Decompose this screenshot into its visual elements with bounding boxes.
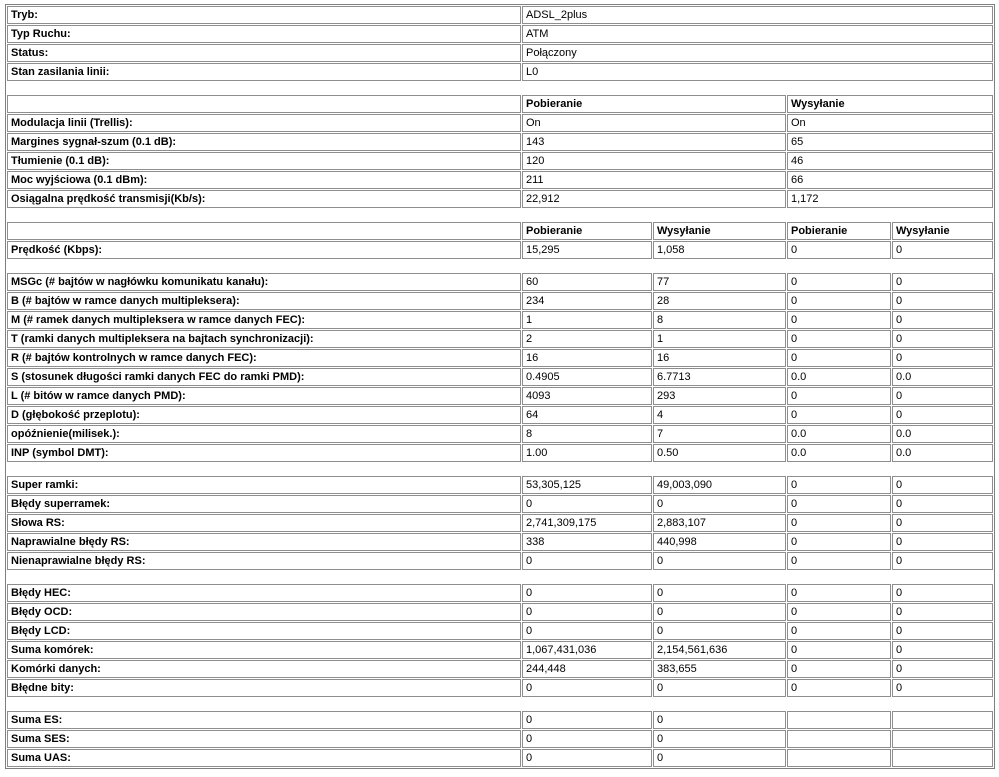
row-value: 0 bbox=[892, 533, 993, 551]
table-row bbox=[7, 114, 993, 132]
row-label: Suma UAS: bbox=[7, 749, 521, 767]
row-label: Komórki danych: bbox=[7, 660, 521, 678]
separator-cell bbox=[7, 571, 993, 583]
section-separator bbox=[7, 82, 993, 94]
table-row bbox=[7, 368, 993, 386]
row-value: 0 bbox=[892, 387, 993, 405]
row-value: 0 bbox=[892, 622, 993, 640]
row-value: On bbox=[787, 114, 993, 132]
row-value: 65 bbox=[787, 133, 993, 151]
row-value: 0.0 bbox=[892, 425, 993, 443]
row-label: Prędkość (Kbps): bbox=[7, 241, 521, 259]
row-value: 66 bbox=[787, 171, 993, 189]
row-value: 0 bbox=[787, 292, 891, 310]
row-value: 0 bbox=[892, 330, 993, 348]
row-value: 0 bbox=[787, 679, 891, 697]
table-row bbox=[7, 749, 993, 767]
adsl-stats-table bbox=[5, 4, 995, 769]
row-value: 1.00 bbox=[522, 444, 652, 462]
row-value: 8 bbox=[522, 425, 652, 443]
row-value: 49,003,090 bbox=[653, 476, 786, 494]
row-value: 1 bbox=[653, 330, 786, 348]
row-value: 0 bbox=[522, 603, 652, 621]
row-label: Status: bbox=[7, 44, 521, 62]
row-value: 211 bbox=[522, 171, 786, 189]
column-header: Wysyłanie bbox=[892, 222, 993, 240]
table-row bbox=[7, 622, 993, 640]
table-row bbox=[7, 444, 993, 462]
row-value: 244,448 bbox=[522, 660, 652, 678]
row-value: 0.0 bbox=[787, 444, 891, 462]
row-value: 0 bbox=[892, 603, 993, 621]
row-label: Suma ES: bbox=[7, 711, 521, 729]
separator-cell bbox=[7, 209, 993, 221]
row-label: opóźnienie(milisek.): bbox=[7, 425, 521, 443]
row-value: 77 bbox=[653, 273, 786, 291]
row-label: Stan zasilania linii: bbox=[7, 63, 521, 81]
table-row bbox=[7, 584, 993, 602]
row-value: 0 bbox=[653, 679, 786, 697]
row-value: 0 bbox=[892, 495, 993, 513]
table-row bbox=[7, 6, 993, 24]
row-value: 0 bbox=[892, 641, 993, 659]
table-row bbox=[7, 406, 993, 424]
row-value: 0 bbox=[787, 622, 891, 640]
section-separator bbox=[7, 209, 993, 221]
row-label: Błędy OCD: bbox=[7, 603, 521, 621]
row-value: 0 bbox=[892, 679, 993, 697]
row-value: 2,154,561,636 bbox=[653, 641, 786, 659]
section-separator bbox=[7, 571, 993, 583]
row-label: Tłumienie (0.1 dB): bbox=[7, 152, 521, 170]
table-row bbox=[7, 330, 993, 348]
row-value: 16 bbox=[653, 349, 786, 367]
row-value bbox=[787, 730, 891, 748]
row-label: Błędy superramek: bbox=[7, 495, 521, 513]
row-value: 0 bbox=[522, 584, 652, 602]
table-row bbox=[7, 495, 993, 513]
row-value: 0 bbox=[892, 552, 993, 570]
row-value: 0 bbox=[522, 622, 652, 640]
table-row bbox=[7, 190, 993, 208]
column-header: Pobieranie bbox=[522, 95, 786, 113]
row-label: D (głębokość przeplotu): bbox=[7, 406, 521, 424]
row-value: 6.7713 bbox=[653, 368, 786, 386]
row-label: S (stosunek długości ramki danych FEC do ramki PMD): bbox=[7, 368, 521, 386]
table-row bbox=[7, 311, 993, 329]
section-separator bbox=[7, 698, 993, 710]
table-row bbox=[7, 44, 993, 62]
row-value: 0 bbox=[892, 406, 993, 424]
row-value: 22,912 bbox=[522, 190, 786, 208]
separator-cell bbox=[7, 463, 993, 475]
row-value: 1,067,431,036 bbox=[522, 641, 652, 659]
row-label: Margines sygnał-szum (0.1 dB): bbox=[7, 133, 521, 151]
row-value bbox=[892, 711, 993, 729]
row-value: ADSL_2plus bbox=[522, 6, 993, 24]
line-parameters-header-row bbox=[7, 95, 993, 113]
row-value: 0 bbox=[653, 730, 786, 748]
row-value: 120 bbox=[522, 152, 786, 170]
row-value: 0.4905 bbox=[522, 368, 652, 386]
row-value: 0 bbox=[787, 241, 891, 259]
row-value: 0 bbox=[787, 406, 891, 424]
row-label: Modulacja linii (Trellis): bbox=[7, 114, 521, 132]
row-label: M (# ramek danych multipleksera w ramce danych FEC): bbox=[7, 311, 521, 329]
row-value: 53,305,125 bbox=[522, 476, 652, 494]
row-value: 0 bbox=[787, 552, 891, 570]
row-value: 0 bbox=[522, 711, 652, 729]
table-row bbox=[7, 25, 993, 43]
row-value: 234 bbox=[522, 292, 652, 310]
row-value: 64 bbox=[522, 406, 652, 424]
row-label: B (# bajtów w ramce danych multipleksera): bbox=[7, 292, 521, 310]
row-value: 1 bbox=[522, 311, 652, 329]
table-row bbox=[7, 387, 993, 405]
row-label: Tryb: bbox=[7, 6, 521, 24]
table-row bbox=[7, 152, 993, 170]
row-value: 0.0 bbox=[787, 368, 891, 386]
row-value: 4093 bbox=[522, 387, 652, 405]
row-value: 1,172 bbox=[787, 190, 993, 208]
row-value: 0 bbox=[522, 749, 652, 767]
row-value: 0 bbox=[787, 495, 891, 513]
table-row bbox=[7, 679, 993, 697]
table-row bbox=[7, 641, 993, 659]
row-value: 0 bbox=[787, 349, 891, 367]
row-value: 0 bbox=[892, 349, 993, 367]
row-value: 0 bbox=[892, 660, 993, 678]
column-header: Pobieranie bbox=[522, 222, 652, 240]
row-label: MSGc (# bajtów w nagłówku komunikatu kanału): bbox=[7, 273, 521, 291]
row-label: Naprawialne błędy RS: bbox=[7, 533, 521, 551]
table-row bbox=[7, 603, 993, 621]
row-value: 0.0 bbox=[892, 444, 993, 462]
row-value: 0 bbox=[787, 660, 891, 678]
row-value: 0.0 bbox=[892, 368, 993, 386]
row-value: 0 bbox=[787, 584, 891, 602]
row-value: 0 bbox=[653, 552, 786, 570]
section-separator bbox=[7, 260, 993, 272]
table-row bbox=[7, 241, 993, 259]
row-value: 0 bbox=[892, 584, 993, 602]
row-label: Słowa RS: bbox=[7, 514, 521, 532]
row-value: 4 bbox=[653, 406, 786, 424]
table-row bbox=[7, 133, 993, 151]
table-row bbox=[7, 349, 993, 367]
row-value: 2,741,309,175 bbox=[522, 514, 652, 532]
table-row bbox=[7, 660, 993, 678]
row-label: Błędne bity: bbox=[7, 679, 521, 697]
column-header: Wysyłanie bbox=[653, 222, 786, 240]
row-value: 0 bbox=[787, 311, 891, 329]
row-value: 338 bbox=[522, 533, 652, 551]
row-value: 0 bbox=[787, 603, 891, 621]
row-value: 0 bbox=[787, 330, 891, 348]
table-row bbox=[7, 292, 993, 310]
row-value: 16 bbox=[522, 349, 652, 367]
row-value: 0 bbox=[522, 679, 652, 697]
row-value: 143 bbox=[522, 133, 786, 151]
row-value: 0 bbox=[522, 495, 652, 513]
row-value: 0 bbox=[653, 584, 786, 602]
row-value: 0.0 bbox=[787, 425, 891, 443]
row-label: Suma komórek: bbox=[7, 641, 521, 659]
row-label: Moc wyjściowa (0.1 dBm): bbox=[7, 171, 521, 189]
row-value: 7 bbox=[653, 425, 786, 443]
row-value: 2,883,107 bbox=[653, 514, 786, 532]
row-label: L (# bitów w ramce danych PMD): bbox=[7, 387, 521, 405]
column-header: Pobieranie bbox=[787, 222, 891, 240]
row-value: 0 bbox=[787, 533, 891, 551]
row-value: 0 bbox=[653, 749, 786, 767]
row-label: INP (symbol DMT): bbox=[7, 444, 521, 462]
separator-cell bbox=[7, 82, 993, 94]
separator-cell bbox=[7, 698, 993, 710]
row-value: 0 bbox=[787, 476, 891, 494]
table-row bbox=[7, 711, 993, 729]
row-value: ATM bbox=[522, 25, 993, 43]
table-row bbox=[7, 171, 993, 189]
section-separator bbox=[7, 463, 993, 475]
row-value: 0 bbox=[787, 273, 891, 291]
table-row bbox=[7, 63, 993, 81]
header-label-cell bbox=[7, 222, 521, 240]
row-value: 0 bbox=[522, 552, 652, 570]
row-label: Super ramki: bbox=[7, 476, 521, 494]
row-label: Błędy HEC: bbox=[7, 584, 521, 602]
adsl-stats-body bbox=[7, 6, 993, 767]
row-label: Błędy LCD: bbox=[7, 622, 521, 640]
row-value: 383,655 bbox=[653, 660, 786, 678]
row-value bbox=[892, 730, 993, 748]
row-value: 0 bbox=[892, 292, 993, 310]
row-value: Połączony bbox=[522, 44, 993, 62]
row-value: 0 bbox=[522, 730, 652, 748]
row-value: 0 bbox=[787, 514, 891, 532]
row-value bbox=[787, 749, 891, 767]
row-value: 0 bbox=[892, 273, 993, 291]
row-value: 0 bbox=[787, 641, 891, 659]
separator-cell bbox=[7, 260, 993, 272]
header-label-cell bbox=[7, 95, 521, 113]
table-row bbox=[7, 273, 993, 291]
row-value: 0 bbox=[787, 387, 891, 405]
row-label: Osiągalna prędkość transmisji(Kb/s): bbox=[7, 190, 521, 208]
table-row bbox=[7, 552, 993, 570]
row-label: Nienaprawialne błędy RS: bbox=[7, 552, 521, 570]
table-row bbox=[7, 533, 993, 551]
row-value: 28 bbox=[653, 292, 786, 310]
table-row bbox=[7, 730, 993, 748]
row-value: 0.50 bbox=[653, 444, 786, 462]
row-value: 0 bbox=[653, 711, 786, 729]
row-value: 0 bbox=[653, 603, 786, 621]
table-row bbox=[7, 514, 993, 532]
row-value: 0 bbox=[892, 514, 993, 532]
row-value: 46 bbox=[787, 152, 993, 170]
row-value bbox=[892, 749, 993, 767]
row-value: 60 bbox=[522, 273, 652, 291]
row-value: 0 bbox=[892, 241, 993, 259]
row-label: Suma SES: bbox=[7, 730, 521, 748]
row-value: 8 bbox=[653, 311, 786, 329]
row-value: On bbox=[522, 114, 786, 132]
row-value: L0 bbox=[522, 63, 993, 81]
row-label: R (# bajtów kontrolnych w ramce danych FEC): bbox=[7, 349, 521, 367]
column-header: Wysyłanie bbox=[787, 95, 993, 113]
table-row bbox=[7, 476, 993, 494]
row-value: 293 bbox=[653, 387, 786, 405]
row-label: Typ Ruchu: bbox=[7, 25, 521, 43]
row-value: 0 bbox=[653, 622, 786, 640]
channel-rate-header-row bbox=[7, 222, 993, 240]
row-value: 0 bbox=[653, 495, 786, 513]
row-value: 15,295 bbox=[522, 241, 652, 259]
row-value: 0 bbox=[892, 311, 993, 329]
row-value bbox=[787, 711, 891, 729]
table-row bbox=[7, 425, 993, 443]
row-value: 1,058 bbox=[653, 241, 786, 259]
row-label: T (ramki danych multipleksera na bajtach synchronizacji): bbox=[7, 330, 521, 348]
row-value: 2 bbox=[522, 330, 652, 348]
row-value: 440,998 bbox=[653, 533, 786, 551]
row-value: 0 bbox=[892, 476, 993, 494]
